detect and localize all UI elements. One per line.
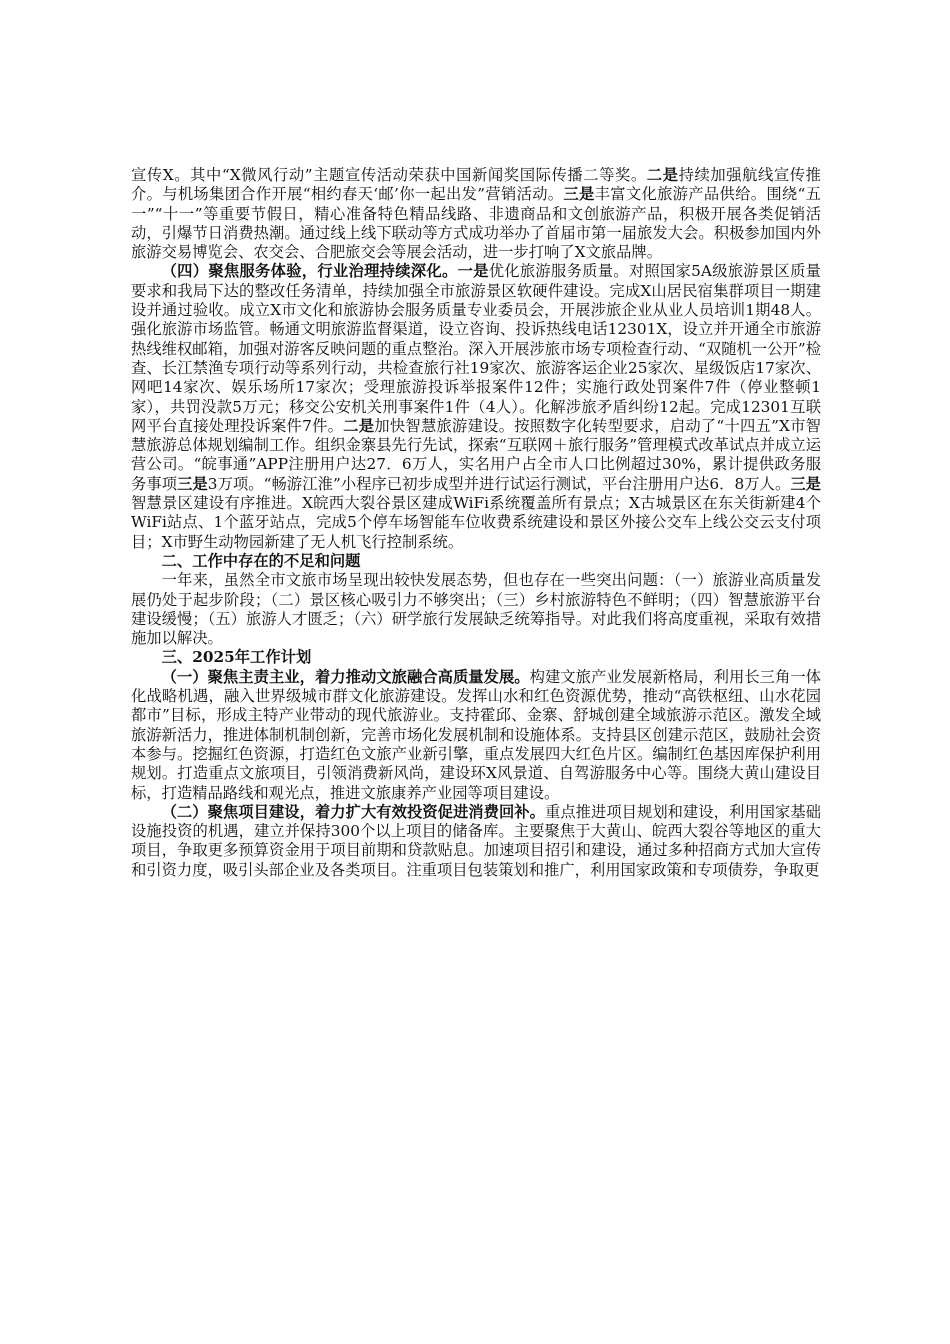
text: 加快智慧旅游建设。按照数字化转型要求，启动了“十四五”X市智慧旅游总体规划编制工作。组织金寨县先行先试，探索“互联网＋旅行服务”管理模式改革试点并成立运营公司。“皖事通”APP注册用户达27．6万人，实名用户占全市人口比例超过30%，累计提供政务服务事项	[131, 416, 821, 493]
text: 重点推进项目规划和建设，利用国家基础设施投资的机遇，建立并保持300个以上项目的储备库。主要聚焦于大黄山、皖西大裂谷等地区的重大项目，争取更多预算资金用于项目前期和贷款贴息。加速项目招引和建设，通过多种招商方式加大宣传和引资力度，吸引头部企业及各类项目。注重项目包装策划和推广，利用国家政策和专项债券，争取更	[131, 802, 821, 879]
bold-marker: 二是	[343, 416, 375, 435]
subsection-heading: （二）聚焦项目建设，着力扩大有效投资促进消费回补。	[161, 802, 545, 821]
paragraph-problems: 一年来，虽然全市文旅市场呈现出较快发展态势，但也存在一些突出问题：（一）旅游业高质量发展仍处于起步阶段；（二）景区核心吸引力不够突出；（三）乡村旅游特色不鲜明；（四）智慧旅游平台建设缓慢；（五）旅游人才匮乏；（六）研学旅行发展缺乏统筹指导。对此我们将高度重视，采取有效措施加以解决。	[131, 571, 821, 648]
text: 丰富文化旅游产品供给。围绕“五一”“十一”等重要节假日，精心准备特色精品线路、非遗商品和文创旅游产品，积极开展各类促销活动，引爆节日消费热潮。通过线上线下联动等方式成功举办了首届市第一届旅发大会。积极参加国内外旅游交易博览会、农交会、合肥旅交会等展会活动，进一步打响了X文旅品牌。	[131, 185, 821, 262]
bold-marker: 三是	[790, 474, 821, 493]
section-heading-problems: 二、工作中存在的不足和问题	[161, 551, 361, 570]
text: 优化旅游服务质量。对照国家5A级旅游景区质量要求和我局下达的整改任务清单，持续加强全市旅游景区软硬件建设。完成X山居民宿集群项目一期建设并通过验收。成立X市文化和旅游协会服务质量专业委员会，开展涉旅企业从业人员培训1期48人。强化旅游市场监管。畅通文明旅游监督渠道，设立咨询、投诉热线电话12301X，设立并开通全市旅游热线维权邮箱，加强对游客反映问题的重点整治。深入开展涉旅市场专项检查行动、“双随机一公开”检查、长江禁渔专项行动等系列行动，共检查旅行社19家次、旅游客运企业25家次、星级饭店17家次、网吧14家次、娱乐场所17家次；受理旅游投诉举报案件12件；实施行政处罚案件7件（停业整顿1家），共罚没款5万元；移交公安机关刑事案件1件（4人）。化解涉旅矛盾纠纷12起。完成12301互联网平台直接处理投诉案件7件。	[131, 262, 821, 435]
bold-marker: 一是	[457, 262, 489, 281]
paragraph-plan-projects	[131, 803, 821, 880]
paragraph-plan-main-duty	[131, 668, 821, 803]
section-heading-plan: 三、2025年工作计划	[161, 648, 312, 667]
text: 构建文旅产业发展新格局，利用长三角一体化战略机遇，融入世界级城市群文化旅游建设。发挥山水和红色资源优势，推动“高铁枢纽、山水花园都市”目标，形成主特产业带动的现代旅游业。支持霍邱、金寨、舒城创建全域旅游示范区。激发全域旅游新活力，推进体制机制创新，完善市场化发展机制和设施体系。支持县区创建示范区，鼓励社会资本参与。挖掘红色资源，打造红色文旅产业新引擎，重点发展四大红色片区。编制红色基因库保护利用规划。打造重点文旅项目，引领消费新风尚，建设环X风景道、自驾游服务中心等。围绕大黄山建设目标，打造精品路线和观光点，推进文旅康养产业园等项目建设。	[131, 667, 821, 802]
bold-marker: 三是	[177, 474, 208, 493]
text: 3万项。“畅游江淮”小程序已初步成型并进行试运行测试，平台注册用户达6．8万人。	[207, 474, 791, 493]
paragraph-service-experience	[131, 262, 821, 551]
bold-marker: 二是	[646, 166, 679, 184]
bold-marker: 三是	[563, 185, 595, 204]
text: 宣传X。其中“X微风行动”主题宣传活动荣获中国新闻奖国际传播二等奖。	[131, 166, 647, 184]
text: 持续加强航线宣传推介。与机场集团合作开展“相约春天‘邮’你一起出发”营销活动。	[131, 166, 821, 204]
subsection-heading: （四）聚焦服务体验，行业治理持续深化。	[161, 262, 458, 281]
paragraph-promotion	[131, 166, 821, 262]
document-page	[131, 166, 821, 880]
subsection-heading: （一）聚焦主责主业，着力推动文旅融合高质量发展。	[161, 667, 530, 686]
text: 智慧景区建设有序推进。X皖西大裂谷景区建成WiFi系统覆盖所有景点；X古城景区在东关街新建4个WiFi站点、1个蓝牙站点，完成5个停车场智能车位收费系统建设和景区外接公交车上线公交云支付项目；X市野生动物园新建了无人机飞行控制系统。	[131, 494, 821, 551]
